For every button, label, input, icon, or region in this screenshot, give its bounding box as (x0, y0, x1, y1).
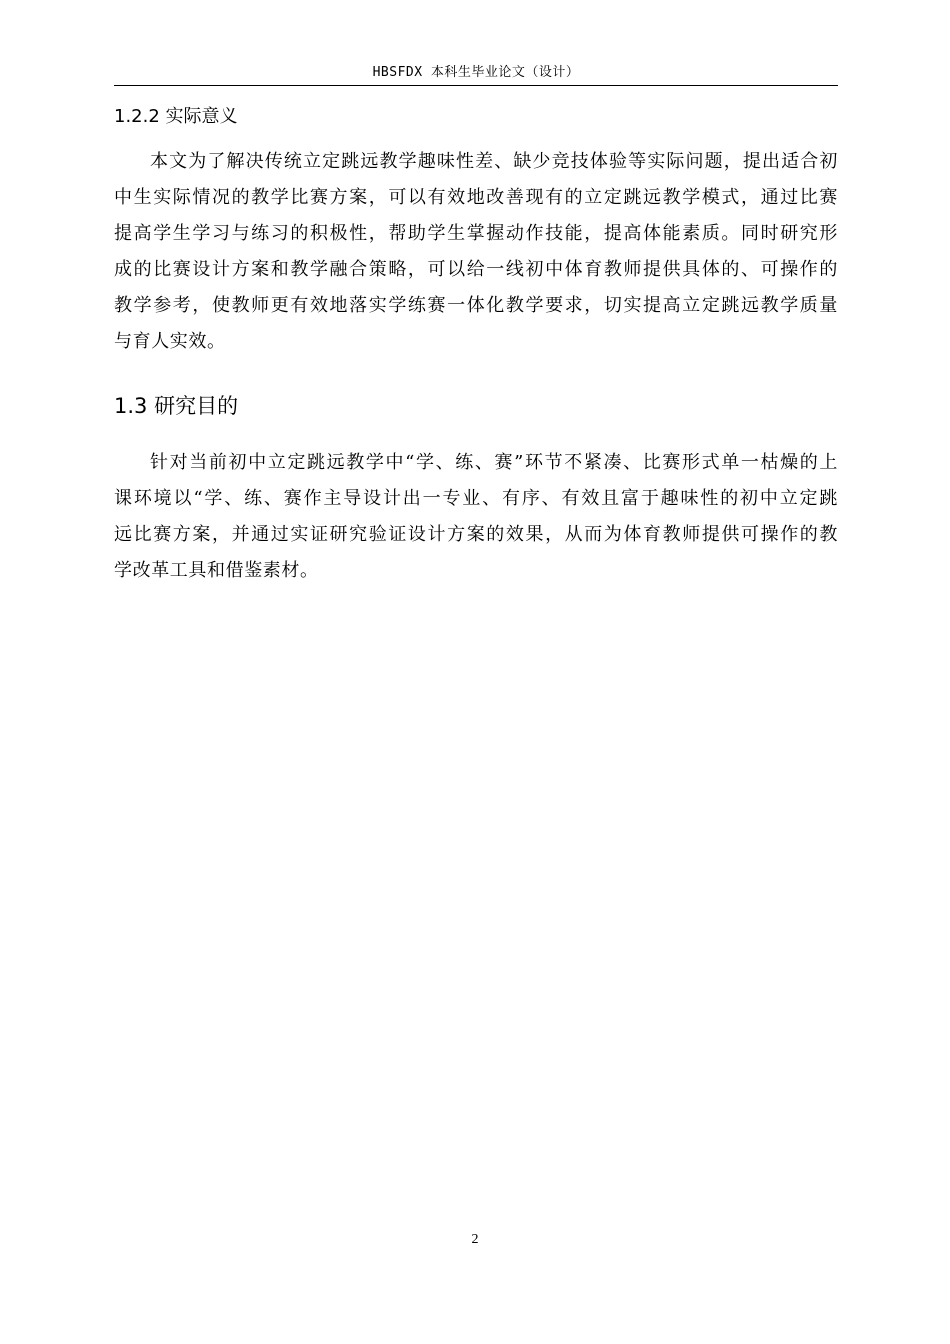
header-rule (114, 85, 838, 86)
paragraph-line: 远比赛方案，并通过实证研究验证设计方案的效果，从而为体育教师提供可操作的教 (114, 524, 838, 545)
paragraph-practical-significance (114, 144, 838, 360)
section-heading-1-3: 1.3 研究目的 (114, 394, 239, 418)
paragraph-line: 成的比赛设计方案和教学融合策略，可以给一线初中体育教师提供具体的、可操作的 (114, 259, 838, 280)
paragraph-research-purpose (114, 445, 838, 589)
paragraph-line: 课环境以“学、练、赛作主导设计出一专业、有序、有效且富于趣味性的初中立定跳 (114, 488, 838, 509)
paragraph-line: 学改革工具和借鉴素材。 (114, 560, 319, 581)
paragraph-line: 针对当前初中立定跳远教学中“学、练、赛”环节不紧凑、比赛形式单一枯燥的上 (150, 452, 838, 473)
running-header: HBSFDX 本科生毕业论文（设计） (372, 65, 580, 80)
paragraph-line: 与育人实效。 (114, 331, 226, 352)
paragraph-line: 中生实际情况的教学比赛方案，可以有效地改善现有的立定跳远教学模式，通过比赛 (114, 187, 838, 208)
paragraph-line: 教学参考，使教师更有效地落实学练赛一体化教学要求，切实提高立定跳远教学质量 (114, 295, 838, 316)
section-heading-1-2-2: 1.2.2 实际意义 (114, 106, 238, 127)
paragraph-line: 本文为了解决传统立定跳远教学趣味性差、缺少竞技体验等实际问题，提出适合初 (150, 151, 838, 172)
page-number: 2 (471, 1232, 479, 1247)
paragraph-line: 提高学生学习与练习的积极性，帮助学生掌握动作技能，提高体能素质。同时研究形 (114, 223, 838, 244)
